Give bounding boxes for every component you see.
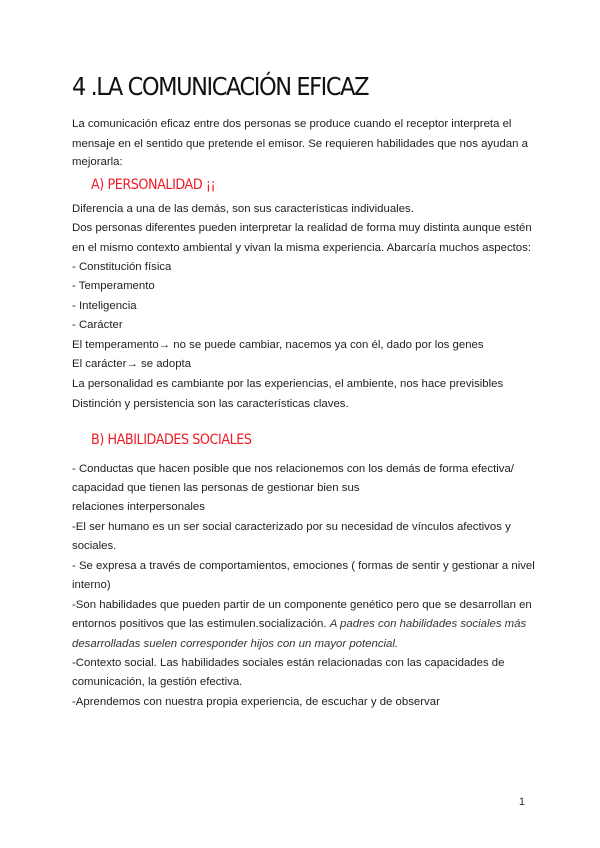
- section-a-line: en el mismo contexto ambiental y vivan la misma experiencia. Abarcaría muchos aspectos:: [72, 242, 532, 254]
- section-b-heading: B) HABILIDADES SOCIALES: [91, 432, 252, 448]
- section-a-line: Distinción y persistencia son las características claves.: [72, 398, 349, 410]
- section-a-line: - Carácter: [72, 319, 123, 331]
- section-b-line: - Se expresa a través de comportamientos, emociones ( formas de sentir y gestionar a nivel: [72, 560, 535, 572]
- section-a-line: - Constitución física: [72, 261, 172, 273]
- section-a-line: - Temperamento: [72, 280, 155, 292]
- section-a-line: - Inteligencia: [72, 300, 137, 312]
- intro-line: La comunicación eficaz entre dos personas se produce cuando el receptor interpreta el: [72, 118, 512, 130]
- section-a-line: La personalidad es cambiante por las experiencias, el ambiente, nos hace previsibles: [72, 378, 504, 390]
- section-b-line: -Contexto social. Las habilidades sociales están relacionadas con las capacidades de: [72, 657, 505, 669]
- intro-line: mejorarla:: [72, 156, 123, 168]
- section-a-heading: A) PERSONALIDAD ¡¡: [91, 177, 216, 193]
- section-b-line: comunicación, la gestión efectiva.: [72, 676, 243, 688]
- section-b-line: sociales.: [72, 540, 117, 552]
- section-b-italic-line: desarrolladas suelen corresponder hijos con un mayor potencial.: [72, 638, 399, 650]
- section-b-italic-text: A padres con habilidades sociales más: [329, 618, 527, 630]
- section-b-line: -Aprendemos con nuestra propia experiencia, de escuchar y de observar: [72, 696, 440, 708]
- section-b-line: interno): [72, 579, 111, 591]
- section-b-line: relaciones interpersonales: [72, 501, 205, 513]
- section-b-line: capacidad que tienen las personas de gestionar bien sus: [72, 482, 360, 494]
- page-title: 4 .LA COMUNICACIÓN EFICAZ: [72, 72, 369, 101]
- section-b-mixed-line: [72, 617, 526, 631]
- section-b-normal-text: entornos positivos que las estimulen.socialización.: [72, 618, 330, 630]
- section-b-line: - Conductas que hacen posible que nos relacionemos con los demás de forma efectiva/: [72, 463, 514, 475]
- intro-line: mensaje en el sentido que pretende el emisor. Se requieren habilidades que nos ayudan a: [72, 138, 528, 150]
- section-a-line: Dos personas diferentes pueden interpretar la realidad de forma muy distinta aunque estén: [72, 222, 532, 234]
- section-a-line: Diferencia a una de las demás, son sus características individuales.: [72, 203, 414, 215]
- section-b-line: -Son habilidades que pueden partir de un componente genético pero que se desarrollan en: [72, 599, 532, 611]
- page-number: 1: [518, 796, 525, 808]
- section-a-line: El carácter→ se adopta: [72, 358, 192, 370]
- section-b-line: -El ser humano es un ser social caracterizado por su necesidad de vínculos afectivos y: [72, 521, 511, 533]
- section-a-line: El temperamento→ no se puede cambiar, nacemos ya con él, dado por los genes: [72, 339, 484, 351]
